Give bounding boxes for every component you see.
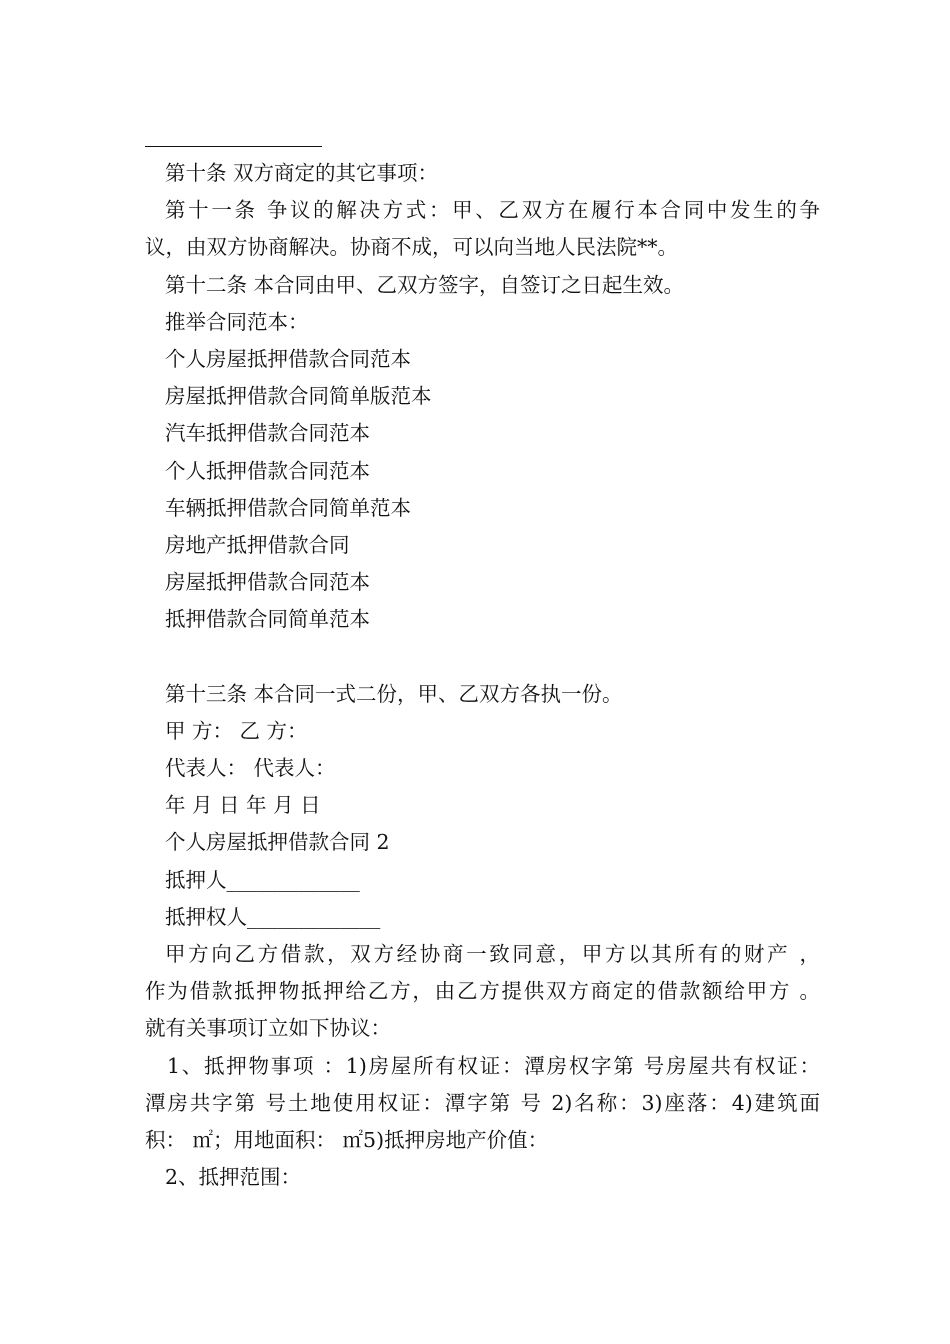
intro-line-2: 作为借款抵押物抵押给乙方，由乙方提供双方商定的借款额给甲方 。 [145,979,820,1004]
mortgagor-field: 抵押人_____________ [165,867,360,892]
document-body [145,155,820,1196]
clause-11-line-1: 第十一条 争议的解决方式：甲、乙双方在履行本合同中发生的争 [165,198,820,223]
date-labels: 年 月 日 年 月 日 [165,793,321,818]
template-link-6: 房地产抵押借款合同 [165,532,350,557]
contract-2-title: 个人房屋抵押借款合同 2 [165,830,390,855]
clause-13: 第十三条 本合同一式二份，甲、乙双方各执一份。 [165,681,623,706]
clause-11-line-2: 议，由双方协商解决。协商不成，可以向当地人民法院**。 [145,235,678,260]
template-link-8: 抵押借款合同简单范本 [165,607,370,632]
recommended-templates-heading: 推举合同范本： [165,309,309,334]
clause-10: 第十条 双方商定的其它事项： [165,161,439,185]
item-1-line-2: 潭房共字第 号土地使用权证：潭字第 号 2)名称：3)座落：4)建筑面 [145,1090,820,1115]
template-link-2: 房屋抵押借款合同简单版范本 [165,384,432,409]
mortgagee-field: 抵押权人_____________ [165,904,381,929]
template-link-5: 车辆抵押借款合同简单范本 [165,495,411,520]
blank-line [145,638,820,675]
template-link-1: 个人房屋抵押借款合同范本 [165,346,411,371]
intro-line-1: 甲方向乙方借款，双方经协商一致同意，甲方以其所有的财产 ， [165,941,820,966]
template-link-3: 汽车抵押借款合同范本 [165,421,370,446]
item-2: 2、抵押范围： [165,1165,302,1190]
party-labels: 甲 方： 乙 方： [165,718,308,743]
intro-line-3: 就有关事项订立如下协议： [145,1016,391,1041]
representative-labels: 代表人： 代表人： [165,756,336,780]
template-link-4: 个人抵押借款合同范本 [165,458,370,483]
clause-12: 第十二条 本合同由甲、乙双方签字，自签订之日起生效。 [165,272,685,297]
template-link-7: 房屋抵押借款合同范本 [165,570,370,595]
item-1-line-3: 积： ㎡；用地面积： ㎡5)抵押房地产价值： [145,1127,549,1152]
item-1-line-1: 1、抵押物事项 ：1)房屋所有权证：潭房权字第 号房屋共有权证： [167,1053,820,1078]
top-underline-rule [145,146,322,147]
